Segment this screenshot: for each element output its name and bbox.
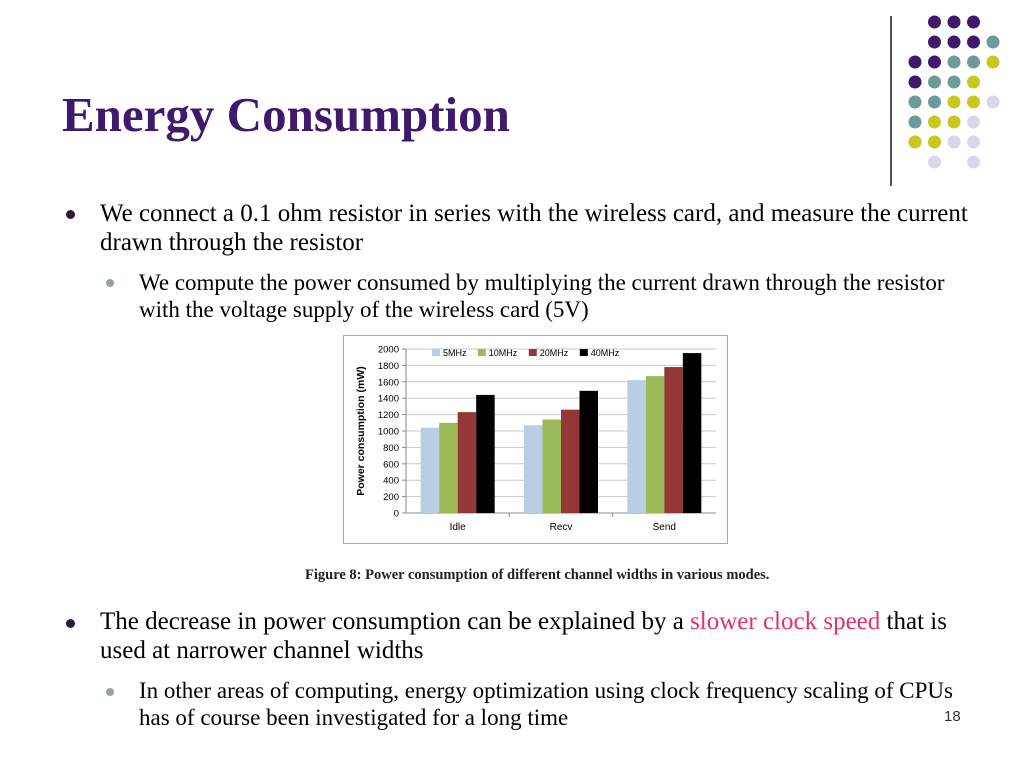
- bar-chart-svg: [344, 336, 727, 543]
- y-tick-label: 1800: [377, 360, 399, 372]
- y-tick-label: 800: [383, 442, 399, 454]
- decorative-dot: [928, 16, 941, 29]
- figure-caption: Figure 8: Power consumption of different channel widths in various modes.: [305, 567, 770, 583]
- x-tick-label: Recv: [549, 522, 573, 533]
- sub-bullet-icon: [106, 279, 114, 287]
- legend-swatch: [478, 349, 486, 356]
- bar-40MHz-Recv: [580, 391, 599, 513]
- decorative-dot: [948, 116, 961, 129]
- bar-10MHz-Recv: [543, 420, 562, 513]
- decorative-dot: [948, 96, 961, 109]
- decorative-dot: [967, 136, 980, 149]
- legend-swatch: [432, 349, 440, 356]
- decorative-dot: [928, 116, 941, 129]
- decorative-dot: [909, 96, 922, 109]
- decorative-dot: [948, 76, 961, 89]
- decorative-dot: [909, 76, 922, 89]
- bullet-text-2: [100, 607, 980, 666]
- decorative-dot: [967, 96, 980, 109]
- x-tick-label: Send: [652, 522, 677, 533]
- y-tick-label: 1600: [377, 377, 399, 389]
- bar-20MHz-Send: [664, 367, 683, 513]
- legend-label: 20MHz: [539, 348, 569, 358]
- highlighted-phrase: slower clock speed: [690, 608, 881, 635]
- decorative-dot: [987, 56, 1000, 69]
- bullet-text-2-end: that is used at narrower channel widths: [100, 608, 947, 665]
- decorative-dot: [987, 36, 1000, 49]
- decorative-dot: [967, 116, 980, 129]
- decorative-dot: [948, 36, 961, 49]
- decorative-dot: [987, 96, 1000, 109]
- decorative-dot: [909, 136, 922, 149]
- decorative-dot: [928, 56, 941, 69]
- bar-5MHz-Recv: [524, 425, 543, 513]
- decorative-dot: [948, 136, 961, 149]
- decorative-dot: [967, 36, 980, 49]
- bar-20MHz-Idle: [458, 412, 477, 513]
- legend-label: 40MHz: [590, 348, 620, 358]
- y-tick-label: 1400: [377, 393, 399, 405]
- decorative-dot: [928, 136, 941, 149]
- power-consumption-chart: [343, 335, 728, 544]
- y-tick-label: 0: [393, 508, 399, 520]
- bar-5MHz-Idle: [421, 428, 440, 513]
- page-number: 18: [944, 708, 961, 725]
- decorative-dot: [948, 16, 961, 29]
- decorative-dot: [928, 76, 941, 89]
- bar-5MHz-Send: [627, 380, 646, 513]
- y-tick-label: 1200: [377, 410, 399, 422]
- sub-bullet-text-1: We compute the power consumed by multiplying the current drawn through the resistor with the voltage supply of the wireless card (5V): [139, 270, 945, 322]
- title-divider-line: [890, 16, 892, 186]
- legend-swatch: [529, 349, 537, 356]
- decorative-dot: [948, 56, 961, 69]
- y-tick-label: 200: [383, 492, 399, 504]
- legend-swatch: [580, 349, 588, 356]
- y-axis-label: Power consumption (mW): [355, 366, 367, 496]
- decorative-dot: [909, 56, 922, 69]
- y-tick-label: 2000: [377, 344, 399, 356]
- decorative-dot: [967, 76, 980, 89]
- decorative-dot: [928, 36, 941, 49]
- bar-10MHz-Send: [646, 376, 665, 513]
- decorative-dot-grid: [905, 12, 1023, 172]
- bullet-text-2-start: The decrease in power consumption can be explained by a: [100, 608, 691, 635]
- decorative-dot: [967, 156, 980, 169]
- decorative-dot: [909, 116, 922, 129]
- bullet-icon: [66, 210, 75, 219]
- bar-40MHz-Idle: [476, 395, 495, 513]
- y-tick-label: 600: [383, 459, 399, 471]
- decorative-dot: [967, 56, 980, 69]
- legend-label: 5MHz: [443, 348, 467, 358]
- decorative-dot: [967, 16, 980, 29]
- x-tick-label: Idle: [449, 522, 466, 533]
- legend-label: 10MHz: [488, 348, 518, 358]
- bar-40MHz-Send: [683, 353, 702, 513]
- decorative-dot: [928, 156, 941, 169]
- bar-20MHz-Recv: [561, 410, 580, 513]
- slide-title: Energy Consumption: [62, 87, 510, 142]
- decorative-dot: [928, 96, 941, 109]
- sub-bullet-icon: [106, 688, 114, 696]
- sub-bullet-text-2: In other areas of computing, energy optimization using clock frequency scaling of CPUs has of course been investigated for a long time: [139, 678, 953, 730]
- bar-10MHz-Idle: [439, 423, 458, 513]
- y-tick-label: 1000: [377, 426, 399, 438]
- bullet-icon: [66, 619, 75, 628]
- bullet-text-1: We connect a 0.1 ohm resistor in series with the wireless card, and measure the current drawn through the resistor: [100, 200, 968, 257]
- y-tick-label: 400: [383, 475, 399, 487]
